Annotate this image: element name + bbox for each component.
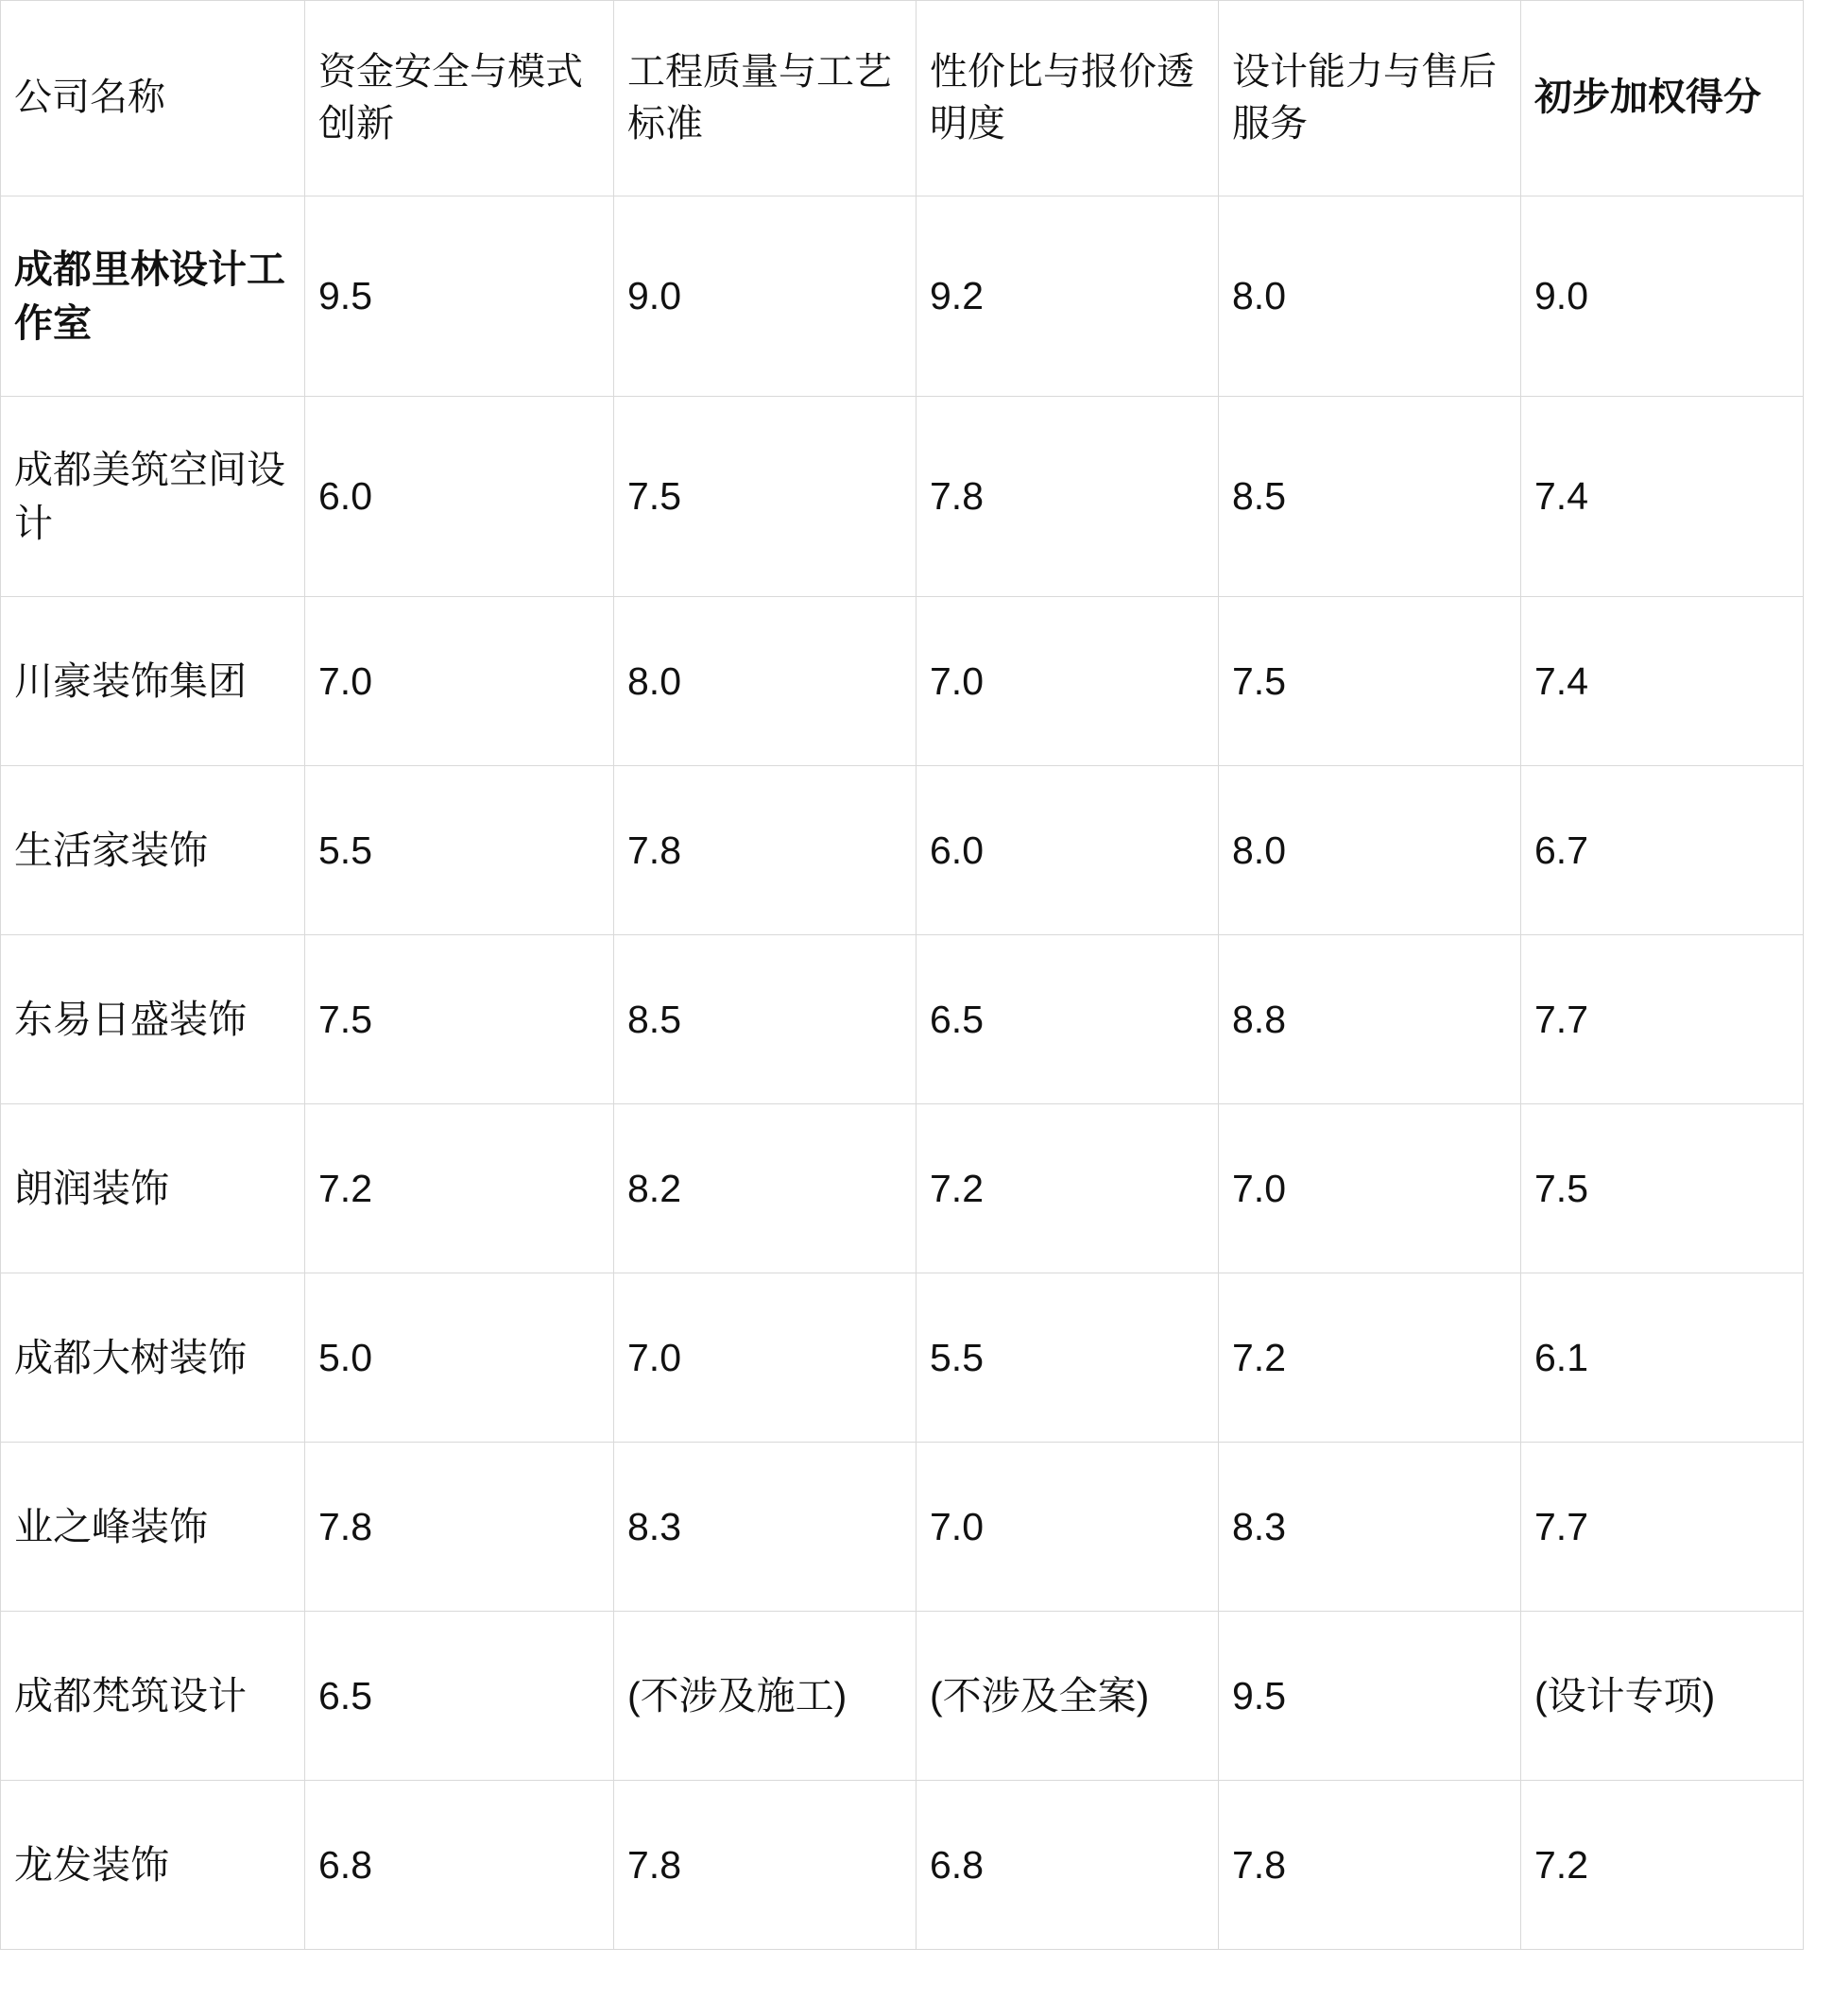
score-cell: 7.2 [1219,1273,1521,1443]
score-cell: 5.5 [305,766,614,935]
table-row [1,1443,1804,1612]
score-cell: 7.8 [614,1781,916,1950]
table-row [1,597,1804,766]
score-cell: 7.0 [916,1443,1219,1612]
score-cell: 7.0 [916,597,1219,766]
score-cell: (不涉及施工) [614,1612,916,1781]
table-row [1,1104,1804,1273]
score-cell: 8.5 [614,935,916,1104]
score-cell: 8.3 [614,1443,916,1612]
score-cell: 9.5 [305,196,614,397]
score-cell: 6.5 [305,1612,614,1781]
table-row [1,1612,1804,1781]
score-cell: (设计专项) [1521,1612,1804,1781]
score-cell: 8.2 [614,1104,916,1273]
score-cell: 7.8 [916,397,1219,597]
company-name-cell: 成都美筑空间设计 [1,397,305,597]
score-cell: 8.0 [1219,766,1521,935]
score-cell: 7.4 [1521,397,1804,597]
score-cell: 8.8 [1219,935,1521,1104]
score-cell: 5.5 [916,1273,1219,1443]
company-name-cell: 业之峰装饰 [1,1443,305,1612]
table-header-row [1,1,1804,196]
score-cell: 9.0 [614,196,916,397]
company-name-cell: 龙发装饰 [1,1781,305,1950]
table-row [1,935,1804,1104]
score-cell: 7.5 [1219,597,1521,766]
score-cell: 6.0 [305,397,614,597]
score-cell: 8.3 [1219,1443,1521,1612]
table-row [1,397,1804,597]
score-cell: 7.0 [1219,1104,1521,1273]
score-cell: 8.5 [1219,397,1521,597]
column-header-1: 资金安全与模式创新 [305,1,614,196]
score-cell: 6.8 [916,1781,1219,1950]
column-header-5: 初步加权得分 [1521,1,1804,196]
score-cell: 9.5 [1219,1612,1521,1781]
company-name-cell: 东易日盛装饰 [1,935,305,1104]
score-cell: 6.0 [916,766,1219,935]
table-body [1,196,1804,1950]
column-header-2: 工程质量与工艺标准 [614,1,916,196]
score-cell: 9.2 [916,196,1219,397]
table-header [1,1,1804,196]
score-cell: 7.2 [305,1104,614,1273]
score-cell: 7.8 [1219,1781,1521,1950]
score-cell: 7.7 [1521,1443,1804,1612]
score-cell: 6.7 [1521,766,1804,935]
company-name-cell: 成都大树装饰 [1,1273,305,1443]
score-cell: 7.5 [305,935,614,1104]
score-cell: 7.0 [614,1273,916,1443]
score-cell: 5.0 [305,1273,614,1443]
score-cell: 7.8 [305,1443,614,1612]
score-cell: 8.0 [1219,196,1521,397]
table-row [1,1273,1804,1443]
company-name-cell: 朗润装饰 [1,1104,305,1273]
score-cell: 6.5 [916,935,1219,1104]
company-name-cell: 成都梵筑设计 [1,1612,305,1781]
score-cell: 7.8 [614,766,916,935]
company-name-cell: 成都里林设计工作室 [1,196,305,397]
score-cell: 9.0 [1521,196,1804,397]
score-cell: 8.0 [614,597,916,766]
score-cell: 7.4 [1521,597,1804,766]
company-name-cell: 生活家装饰 [1,766,305,935]
score-cell: 7.2 [916,1104,1219,1273]
column-header-3: 性价比与报价透明度 [916,1,1219,196]
column-header-4: 设计能力与售后服务 [1219,1,1521,196]
score-cell: 7.0 [305,597,614,766]
column-header-0: 公司名称 [1,1,305,196]
table-row [1,766,1804,935]
score-cell: 7.2 [1521,1781,1804,1950]
score-cell: (不涉及全案) [916,1612,1219,1781]
score-cell: 7.5 [614,397,916,597]
table-row [1,196,1804,397]
score-cell: 6.8 [305,1781,614,1950]
table-row [1,1781,1804,1950]
score-cell: 7.7 [1521,935,1804,1104]
company-name-cell: 川豪装饰集团 [1,597,305,766]
score-cell: 6.1 [1521,1273,1804,1443]
score-cell: 7.5 [1521,1104,1804,1273]
